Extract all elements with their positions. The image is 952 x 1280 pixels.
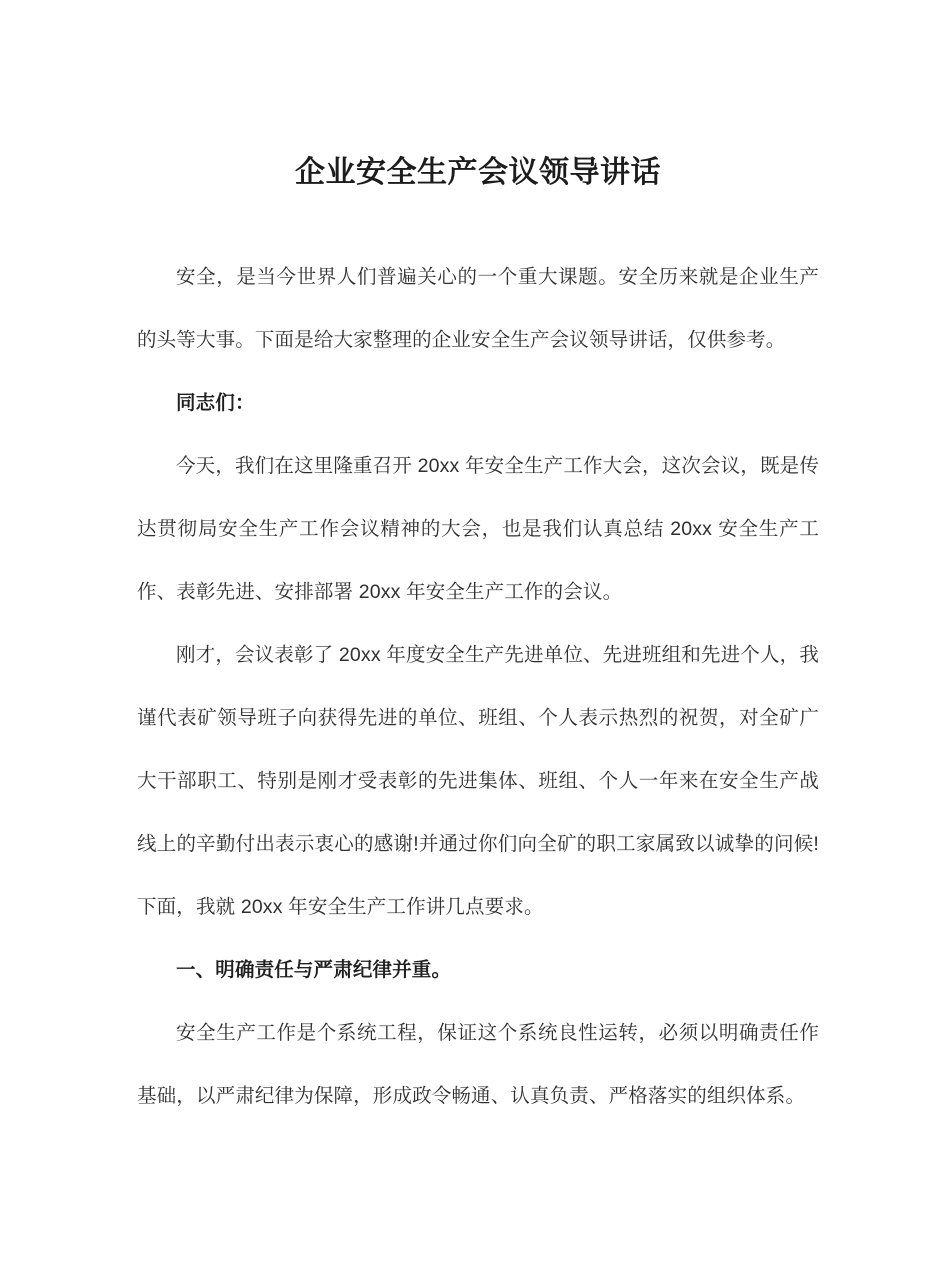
title-spacer <box>137 191 819 246</box>
paragraph-heading-1: 一、明确责任与严肃纪律并重。 <box>176 959 452 981</box>
paragraph-intro: 安全，是当今世界人们普遍关心的一个重大课题。安全历来就是企业生产的头等大事。下面是给大家整理的企业安全生产会议领导讲话，仅供参考。 <box>137 266 819 351</box>
page-title: 企业安全生产会议领导讲话 <box>295 156 661 189</box>
paragraph-body-1: 今天，我们在这里隆重召开 20xx 年安全生产工作大会，这次会议，既是传达贯彻局安全生产工作会议精神的大会，也是我们认真总结 20xx 安全生产工作、表彰先进、安排部署 20xx 年安全生产工作的会议。 <box>137 455 819 603</box>
paragraph-body-3: 安全生产工作是个系统工程，保证这个系统良性运转，必须以明确责任作基础，以严肃纪律为保障，形成政令畅通、认真负责、严格落实的组织体系。 <box>137 1022 819 1107</box>
document-body <box>137 0 819 1128</box>
paragraph-list <box>137 246 819 1128</box>
paragraph-salutation: 同志们： <box>176 392 255 414</box>
paragraph-body-2: 刚才，会议表彰了 20xx 年度安全生产先进单位、先进班组和先进个人，我谨代表矿领导班子向获得先进的单位、班组、个人表示热烈的祝贺，对全矿广大干部职工、特别是刚才受表彰的先进集体、班组、个人一年来在安全生产战线上的辛勤付出表示衷心的感谢!并通过你们向全矿的职工家属致以诚挚的问候!下面，我就 20xx 年安全生产工作讲几点要求。 <box>137 644 819 918</box>
